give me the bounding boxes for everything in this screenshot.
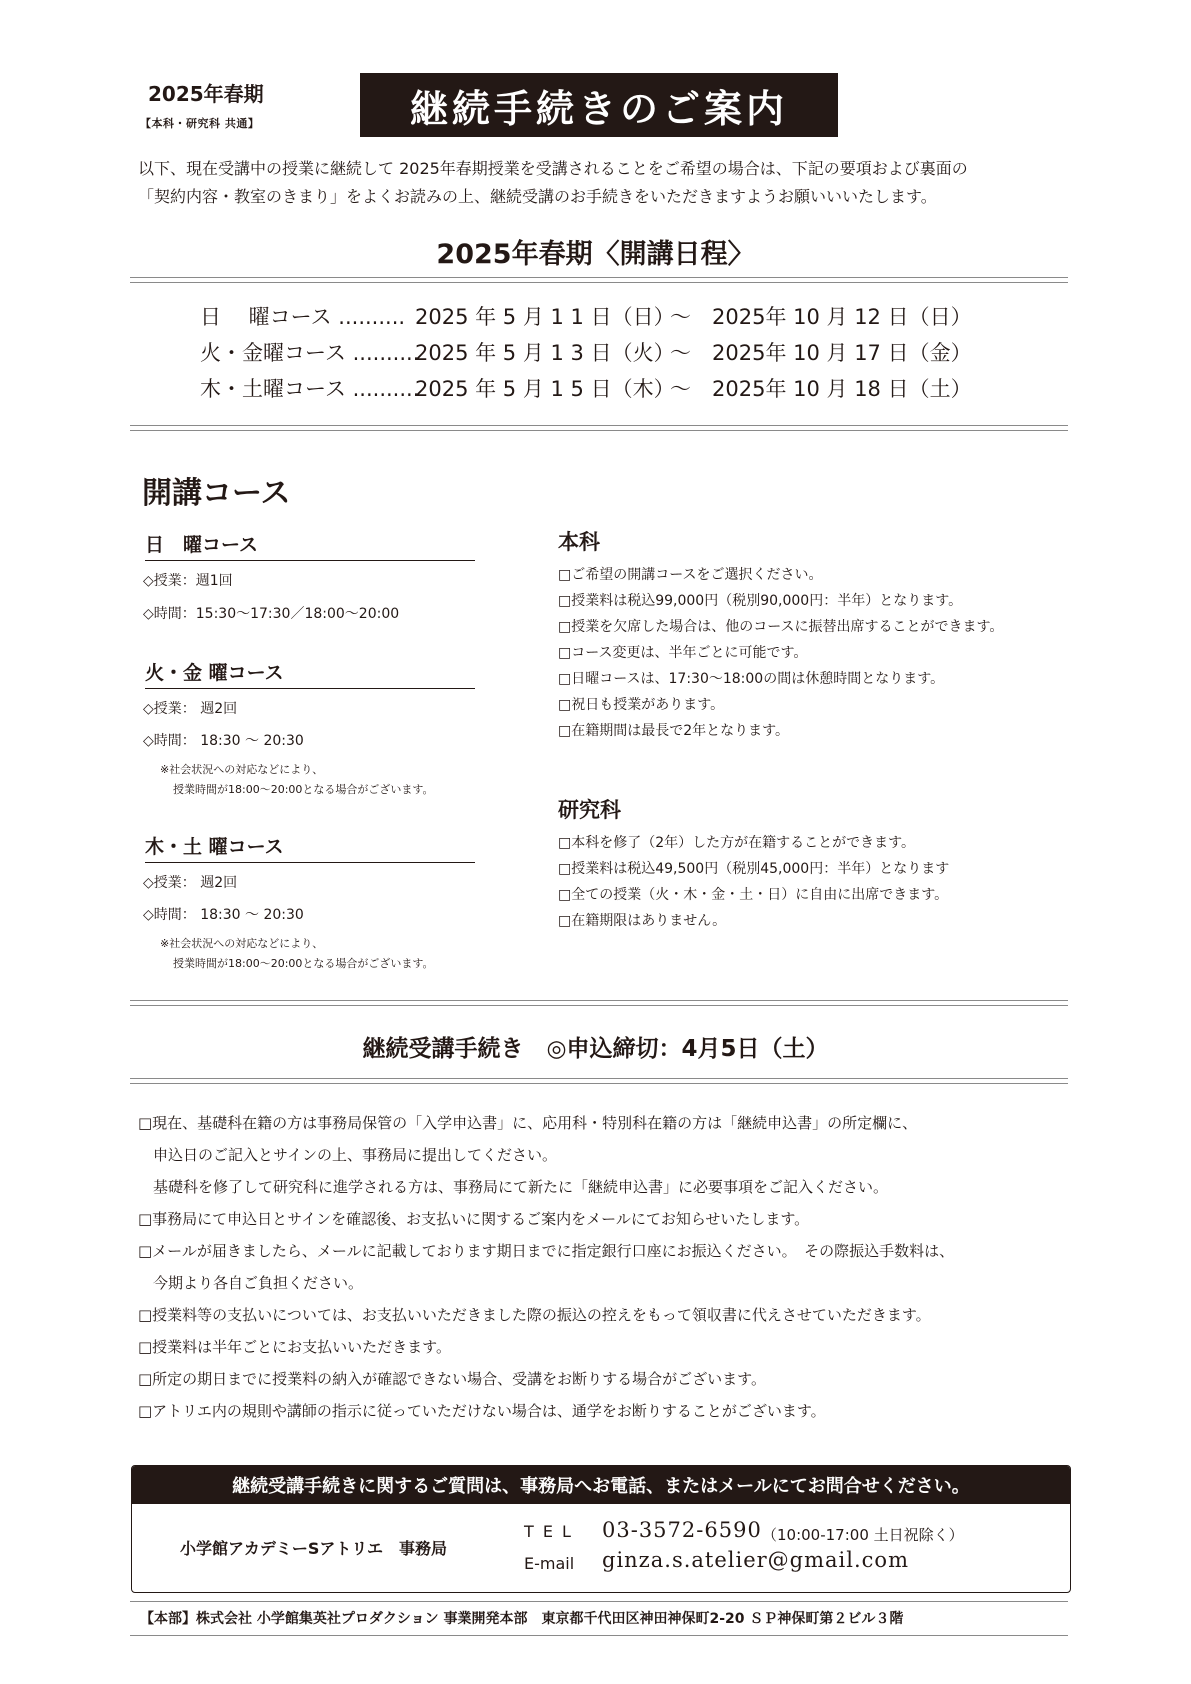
- honka-item: □祝日も授業があります。: [558, 697, 725, 713]
- note-line: 授業時間が18:00〜20:00となる場合がございます。: [173, 957, 434, 970]
- email-label: E-mail: [524, 1554, 575, 1573]
- sunday-course-heading: 日 曜コース: [145, 530, 475, 561]
- schedule-end: 2025年 10 月 17 日（金）: [712, 341, 972, 365]
- honka-item: □ご希望の開講コースをご選択ください。: [558, 567, 823, 583]
- thu-sat-lesson: ◇授業： 週2回: [143, 875, 238, 891]
- thu-sat-time: ◇時間： 18:30 〜 20:30: [143, 907, 304, 923]
- office-name: 小学館アカデミーSアトリエ 事務局: [180, 1539, 448, 1558]
- schedule-start: 2025 年 5 月 1 1 日（日）: [415, 305, 675, 329]
- honka-heading: 本科: [558, 530, 600, 554]
- contact-box: [131, 1465, 1071, 1593]
- honka-item: □コース変更は、半年ごとに可能です。: [558, 645, 808, 661]
- season-label: 2025年春期: [148, 82, 264, 106]
- tue-fri-note: [160, 760, 434, 800]
- tue-fri-course-heading: 火・金 曜コース: [145, 658, 475, 689]
- schedule-end: 2025年 10 月 12 日（日）: [712, 305, 972, 329]
- kenkyu-item: □在籍期限はありません。: [558, 913, 727, 929]
- schedule-tilde: 〜: [670, 377, 691, 401]
- office-hours: （10:00-17:00 土日祝除く）: [762, 1526, 964, 1544]
- divider: [130, 1000, 1068, 1006]
- kenkyu-item: □本科を修了（2年）した方が在籍することができます。: [558, 835, 916, 851]
- tel-label: T E L: [524, 1522, 573, 1541]
- procedure-line: 今期より各自ご負担ください。: [138, 1274, 364, 1292]
- thu-sat-note: [160, 934, 434, 974]
- scope-label: 【本科・研究科 共通】: [140, 117, 260, 130]
- procedure-line: □授業料は半年ごとにお支払いいただきます。: [138, 1338, 451, 1356]
- footer-divider: [130, 1635, 1068, 1636]
- schedule-course: 日 曜コース ..........: [200, 305, 406, 329]
- honka-item: □授業料は税込99,000円（税別90,000円：半年）となります。: [558, 593, 963, 609]
- schedule-course: 木・土曜コース ..........: [200, 377, 420, 401]
- note-line: ※社会状況への対応などにより、: [160, 937, 324, 950]
- page-title: 継続手続きのご案内: [360, 73, 838, 137]
- schedule-start: 2025 年 5 月 1 5 日（木）: [415, 377, 675, 401]
- divider: [130, 1078, 1068, 1084]
- intro-line: 以下、現在受講中の授業に継続して 2025年春期授業を受講されることをご希望の場合は、下記の要項および裏面の: [138, 159, 968, 178]
- kenkyu-item: □授業料は税込49,500円（税別45,000円：半年）となります: [558, 861, 950, 877]
- sunday-time: ◇時間：15:30〜17:30／18:00〜20:00: [143, 606, 400, 622]
- procedure-line: □事務局にて申込日とサインを確認後、お支払いに関するご案内をメールにてお知らせいたします。: [138, 1210, 810, 1228]
- footer-divider: [130, 1601, 1068, 1602]
- kenkyu-item: □全ての授業（火・木・金・土・日）に自由に出席できます。: [558, 887, 949, 903]
- schedule-end: 2025年 10 月 18 日（土）: [712, 377, 972, 401]
- schedule-title: 2025年春期〈開講日程〉: [436, 239, 755, 270]
- schedule-tilde: 〜: [670, 305, 691, 329]
- tue-fri-time: ◇時間： 18:30 〜 20:30: [143, 733, 304, 749]
- procedure-line: □メールが届きましたら、メールに記載しております期日までに指定銀行口座にお振込ください。 その際振込手数料は、: [138, 1242, 955, 1260]
- procedure-title: 継続受講手続き ◎申込締切：4月5日（土）: [362, 1036, 829, 1062]
- procedure-line: □現在、基礎科在籍の方は事務局保管の「入学申込書」に、応用科・特別科在籍の方は「継続申込書」の所定欄に、: [138, 1114, 918, 1132]
- intro-text: [138, 155, 1068, 211]
- honka-item: □授業を欠席した場合は、他のコースに振替出席することができます。: [558, 619, 1004, 635]
- procedure-line: 申込日のご記入とサインの上、事務局に提出してください。: [138, 1146, 557, 1164]
- honka-item: □日曜コースは、17:30〜18:00の間は休憩時間となります。: [558, 671, 945, 687]
- divider: [130, 277, 1068, 283]
- honka-item: □在籍期間は最長で2年となります。: [558, 723, 790, 739]
- tue-fri-lesson: ◇授業： 週2回: [143, 701, 238, 717]
- intro-line: 「契約内容・教室のきまり」をよくお読みの上、継続受講のお手続きをいただきますようお願いいいたします。: [138, 187, 937, 206]
- note-line: 授業時間が18:00〜20:00となる場合がございます。: [173, 783, 434, 796]
- divider: [130, 425, 1068, 431]
- schedule-start: 2025 年 5 月 1 3 日（火）: [415, 341, 675, 365]
- headquarters-info: 【本部】株式会社 小学館集英社プロダクション 事業開発本部 東京都千代田区神田神保町2-20 ＳＰ神保町第２ビル３階: [140, 1611, 904, 1627]
- courses-title: 開講コース: [142, 476, 291, 511]
- kenkyu-heading: 研究科: [558, 798, 621, 822]
- schedule-tilde: 〜: [670, 341, 691, 365]
- procedure-line: □所定の期日までに授業料の納入が確認できない場合、受講をお断りする場合がございます。: [138, 1370, 766, 1388]
- note-line: ※社会状況への対応などにより、: [160, 763, 324, 776]
- email-address[interactable]: ginza.s.atelier@gmail.com: [602, 1548, 909, 1572]
- schedule-course: 火・金曜コース ..........: [200, 341, 420, 365]
- tel-number[interactable]: 03-3572-6590: [602, 1518, 762, 1542]
- procedure-line: □授業料等の支払いについては、お支払いいただきました際の振込の控えをもって領収書に代えさせていただきます。: [138, 1306, 931, 1324]
- sunday-lesson: ◇授業：週1回: [143, 573, 233, 589]
- procedure-line: 基礎科を修了して研究科に進学される方は、事務局にて新たに「継続申込書」に必要事項をご記入ください。: [138, 1178, 889, 1196]
- thu-sat-course-heading: 木・土 曜コース: [145, 832, 475, 863]
- procedure-line: □アトリエ内の規則や講師の指示に従っていただけない場合は、通学をお断りすることがございます。: [138, 1402, 826, 1420]
- contact-heading: 継続受講手続きに関するご質問は、事務局へお電話、またはメールにてお問合せください。: [132, 1466, 1070, 1504]
